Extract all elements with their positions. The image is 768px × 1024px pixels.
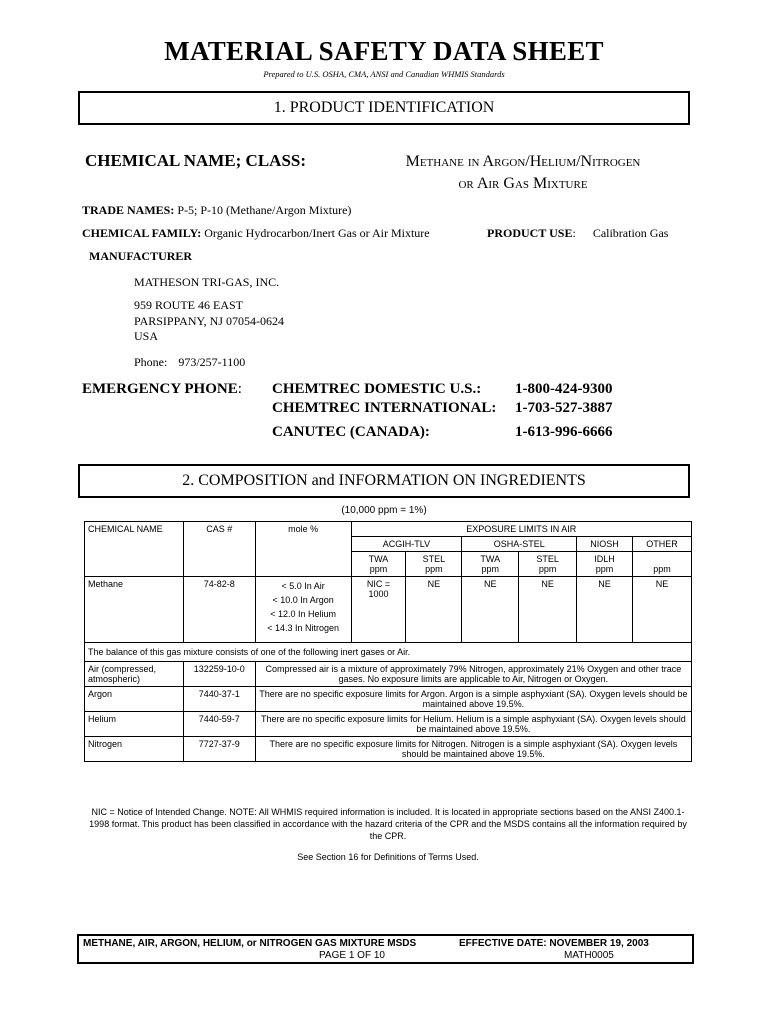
methane-osha-twa: NE	[462, 577, 519, 643]
methane-niosh: NE	[577, 577, 633, 643]
address-line1: 959 ROUTE 46 EAST	[134, 298, 243, 312]
nitrogen-cas: 7727-37-9	[183, 737, 255, 762]
manufacturer-address	[134, 298, 284, 345]
table-row-air	[85, 662, 692, 687]
table-header-row-1	[85, 522, 692, 537]
header-cas: CAS #	[183, 522, 255, 577]
footer-page-number: PAGE 1 OF 10	[319, 950, 385, 961]
footer-product: METHANE, AIR, ARGON, HELIUM, or NITROGEN GAS MIXTURE MSDS	[83, 938, 417, 949]
emergency-number-1: 1-703-527-3887	[515, 400, 613, 416]
table-row-balance-note	[85, 643, 692, 662]
argon-cas: 7440-37-1	[183, 687, 255, 712]
methane-name: Methane	[85, 577, 184, 643]
chemical-family-row	[82, 226, 430, 241]
header-osha-twa: TWA ppm	[462, 552, 519, 577]
table-row-helium	[85, 712, 692, 737]
table-row-argon	[85, 687, 692, 712]
composition-table	[84, 521, 692, 762]
argon-text: There are no specific exposure limits for Argon. Argon is a simple asphyxiant (SA). Oxygen levels should be maintained above 19.5%.	[255, 687, 691, 712]
mole-line-2: < 12.0 In Helium	[270, 609, 337, 619]
balance-note: The balance of this gas mixture consists of one of the following inert gases or Air.	[85, 643, 692, 662]
page-footer	[77, 934, 694, 964]
emergency-name-2: CANUTEC (CANADA):	[272, 424, 430, 440]
chemical-name-line2: or Air Gas Mixture	[458, 175, 588, 192]
product-use-row: PRODUCT USE: Calibration Gas	[487, 226, 669, 240]
phone-value: 973/257-1100	[178, 355, 246, 369]
header-exposure-limits: EXPOSURE LIMITS IN AIR	[351, 522, 691, 537]
methane-acgih-twa: NIC = 1000	[351, 577, 406, 643]
header-acgih-stel: STEL ppm	[406, 552, 462, 577]
footer-effective-date: EFFECTIVE DATE: NOVEMBER 19, 2003	[459, 938, 649, 949]
table-row-methane	[85, 577, 692, 643]
argon-name: Argon	[85, 687, 184, 712]
emergency-name-0: CHEMTREC DOMESTIC U.S.:	[272, 381, 482, 397]
manufacturer-label: MANUFACTURER	[89, 249, 193, 263]
document-subtitle: Prepared to U.S. OSHA, CMA, ANSI and Canadian WHMIS Standards	[263, 69, 505, 79]
manufacturer-phone	[134, 355, 245, 370]
header-other: OTHER	[633, 537, 692, 552]
methane-acgih-stel: NE	[406, 577, 462, 643]
mole-line-1: < 10.0 In Argon	[272, 595, 334, 605]
nic-note: NIC = Notice of Intended Change. NOTE: All WHMIS required information is included. It is located in appropriate sections based on the ANSI Z400.1-1998 format. This product has been classified in accordance with the hazard criteria of the CPR and the MSDS contains all the information required by the CPR.	[89, 807, 687, 841]
air-cas: 132259-10-0	[183, 662, 255, 687]
nitrogen-name: Nitrogen	[85, 737, 184, 762]
chemical-family-value: Organic Hydrocarbon/Inert Gas or Air Mixture	[204, 226, 430, 240]
header-osha: OSHA-STEL	[462, 537, 577, 552]
helium-text: There are no specific exposure limits for Helium. Helium is a simple asphyxiant (SA). Oxygen levels should be maintained above 19.5%.	[255, 712, 691, 737]
table-row-nitrogen	[85, 737, 692, 762]
air-text: Compressed air is a mixture of approximately 79% Nitrogen, approximately 21% Oxygen and other trace gases. No exposure limits are applicable to Air, Nitrogen or Oxygen.	[255, 662, 691, 687]
methane-osha-stel: NE	[519, 577, 577, 643]
section-2-heading: 2. COMPOSITION and INFORMATION ON INGREDIENTS	[78, 464, 690, 498]
emergency-number-2: 1-613-996-6666	[515, 424, 613, 440]
header-acgih: ACGIH-TLV	[351, 537, 462, 552]
header-niosh-idlh: IDLH ppm	[577, 552, 633, 577]
helium-cas: 7440-59-7	[183, 712, 255, 737]
header-acgih-twa: TWA ppm	[351, 552, 406, 577]
address-line2: PARSIPPANY, NJ 07054-0624	[134, 313, 284, 328]
document-title: MATERIAL SAFETY DATA SHEET	[164, 36, 604, 66]
header-osha-stel: STEL ppm	[519, 552, 577, 577]
helium-name: Helium	[85, 712, 184, 737]
header-niosh: NIOSH	[577, 537, 633, 552]
header-chemical-name: CHEMICAL NAME	[85, 522, 184, 577]
footer-document-code: MATH0005	[564, 950, 614, 961]
product-use-value: Calibration Gas	[592, 226, 669, 240]
ppm-note: (10,000 ppm = 1%)	[341, 505, 427, 516]
chemical-name-line1: Methane in Argon/Helium/Nitrogen	[405, 153, 641, 170]
emergency-name-1: CHEMTREC INTERNATIONAL:	[272, 400, 497, 416]
section-1-heading: 1. PRODUCT IDENTIFICATION	[78, 91, 690, 125]
mole-line-0: < 5.0 In Air	[281, 581, 325, 591]
see-section-note: See Section 16 for Definitions of Terms Used.	[297, 852, 479, 862]
trade-names-label: TRADE NAMES:	[82, 203, 175, 217]
air-name: Air (compressed, atmospheric)	[85, 662, 184, 687]
address-line3: USA	[134, 329, 159, 343]
emergency-number-0: 1-800-424-9300	[515, 381, 613, 397]
methane-other: NE	[633, 577, 692, 643]
chemical-name-value	[348, 151, 698, 195]
phone-label: Phone:	[134, 355, 168, 369]
trade-names-value: P-5; P-10 (Methane/Argon Mixture)	[177, 203, 352, 217]
chemical-name-label: CHEMICAL NAME; CLASS:	[85, 151, 307, 170]
emergency-phone-label: EMERGENCY PHONE:	[82, 381, 242, 397]
methane-cas: 74-82-8	[183, 577, 255, 643]
product-use-label: PRODUCT USE	[487, 226, 573, 240]
trade-names-row	[82, 203, 351, 218]
manufacturer-name: MATHESON TRI-GAS, INC.	[134, 275, 280, 289]
mole-line-3: < 14.3 In Nitrogen	[267, 623, 340, 633]
header-other-ppm: ppm	[633, 552, 692, 577]
header-mole: mole %	[255, 522, 351, 577]
nitrogen-text: There are no specific exposure limits for Nitrogen. Nitrogen is a simple asphyxiant (SA). Oxygen levels should be maintained above 19.5%.	[255, 737, 691, 762]
methane-mole	[255, 577, 351, 643]
chemical-family-label: CHEMICAL FAMILY:	[82, 226, 202, 240]
